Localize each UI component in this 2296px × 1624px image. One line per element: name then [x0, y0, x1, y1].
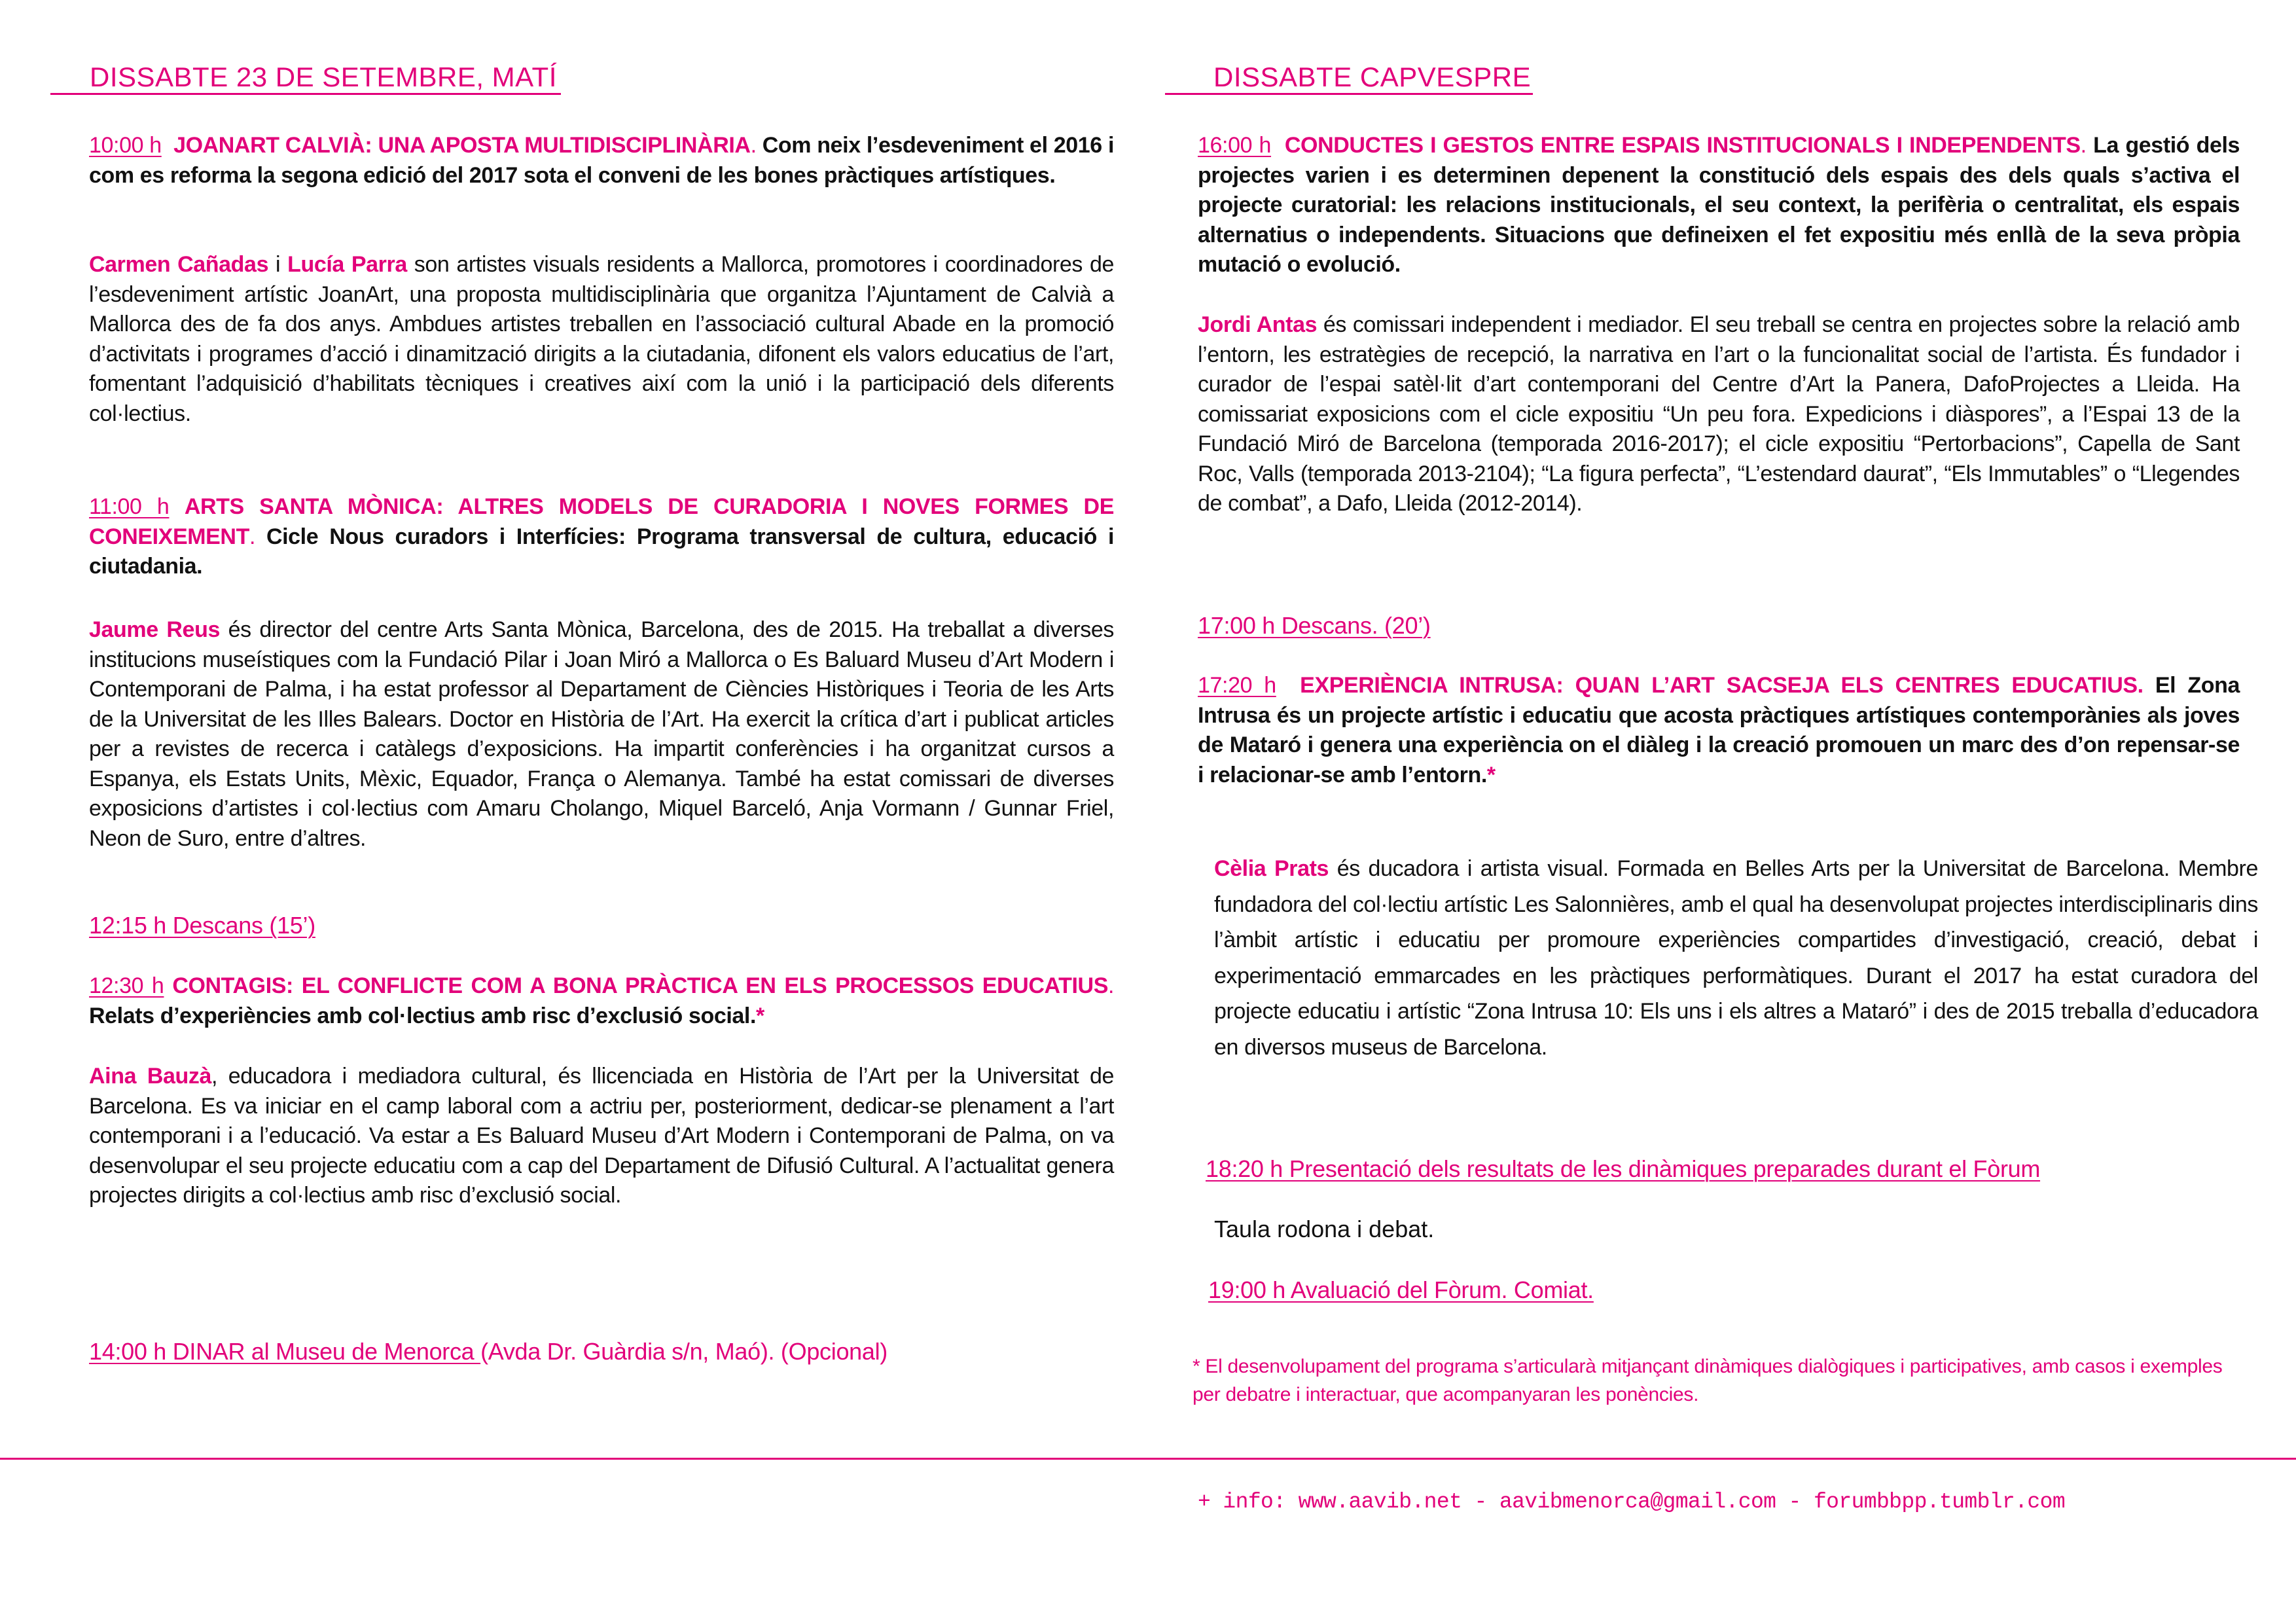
bio-canadas-parra: [89, 250, 1114, 429]
lunch-link[interactable]: 14:00 h DINAR al Museu de Menorca: [89, 1338, 481, 1365]
speaker-name: Jaume Reus: [89, 617, 220, 642]
bio-aina-bauza: [89, 1062, 1114, 1211]
speaker-bio: , educadora i mediadora cultural, és llicenciada en Història de l’Art per la Universitat de Barcelona. Es va iniciar en el camp laboral com a actriu per, posteriorment, dedicar-se plenament a l’art contemporani i a l’educació. Va estar a Es Baluard Museu d’Art Modern i Contemporani de Palma, on va desenvolupar el seu projecte educatiu com a cap del Departament de Difusió Cultural. A l’actualitat genera projectes dirigits a col·lectius amb risc d’exclusió social.: [89, 1064, 1115, 1208]
speaker-name: Cèlia Prats: [1214, 856, 1329, 881]
speaker-name: Jordi Antas: [1198, 312, 1318, 337]
divider-rule: [0, 1458, 2296, 1460]
header-text: DISSABTE CAPVESPRE: [1213, 62, 1532, 92]
session-description: Cicle Nous curadors i Interfícies: Programa transversal de cultura, educació i ciutadania.: [89, 524, 1114, 579]
session-title: JOANART CALVIÀ: UNA APOSTA MULTIDISCIPLINÀRIA: [173, 133, 751, 158]
break-1215: 12:15 h Descans (15’): [89, 912, 315, 939]
lunch-line: [89, 1338, 888, 1365]
round-table: Taula rodona i debat.: [1214, 1216, 1435, 1242]
contact-info[interactable]: + info: www.aavib.net - aavibmenorca@gmail.com - forumbbpp.tumblr.com: [1198, 1490, 2066, 1514]
section-header-morning: [50, 62, 561, 95]
session-time: 11:00 h: [89, 494, 170, 519]
session-conductes: [1198, 131, 2240, 280]
session-description: El Zona Intrusa és un projecte artístic i educatiu que acosta pràctiques artístiques contemporànies als joves de Mataró i genera una experiència on el diàleg i la creació promouen un marc des d’on repensar-se i relacionar-se amb l’entorn.: [1198, 673, 2240, 787]
session-experiencia-intrusa: [1198, 671, 2240, 790]
session-time: 16:00 h: [1198, 133, 1272, 158]
bio-jaume-reus: [89, 615, 1114, 854]
session-contagis: [89, 971, 1114, 1031]
title-separator: .: [1107, 973, 1115, 998]
speaker-name: Aina Bauzà: [89, 1064, 211, 1089]
footnote: * El desenvolupament del programa s’articularà mitjançant dinàmiques dialògiques i participatives, amb casos i exemples per debatre i interactuar, que acompanyaran les ponències.: [1193, 1356, 2223, 1405]
asterisk: *: [756, 1003, 764, 1028]
speaker-bio: és director del centre Arts Santa Mònica, Barcelona, des de 2015. Ha treballat a diverses institucions museístiques com la Fundació Pilar i Joan Miró a Mallorca o Es Baluard Museu d’Art Modern i Contemporani de Palma, i ha estat professor al Departament de Ciències Històriques i Teoria de les Arts de la Universitat de les Illes Balears. Doctor en Història de l’Art. Ha exercit la crítica d’art i publicat articles per a revistes de recerca i catàlegs d’exposicions. Ha impartit conferències i ha organitzat cursos a Espanya, els Estats Units, Mèxic, Equador, França o Alemanya. També ha estat comissari de diverses exposicions d’artistes i col·lectius com Amaru Cholango, Miquel Barceló, Anja Vormann / Gunnar Friel, Neon de Suro, entre d’altres.: [89, 617, 1114, 851]
session-title: CONDUCTES I GESTOS ENTRE ESPAIS INSTITUCIONALS I INDEPENDENTS: [1284, 133, 2081, 158]
bio-jordi-antas: [1198, 310, 2240, 519]
speaker-bio: és ducadora i artista visual. Formada en Belles Arts per la Universitat de Barcelona. Membre fundadora del col·lectiu artístic Les Salonnières, amb el qual ha desenvolupat projectes interdisciplinaris dins l’àmbit artístic i educatiu per promoure experiències compartides d’investigació, creació, debat i experimentació emmarcades en les pràctiques performàtiques. Durant el 2017 ha estat curadora del projecte educatiu i artístic “Zona Intrusa 10: Els uns i els altres a Mataró” i des de 2015 treballa d’educadora en diversos museus de Barcelona.: [1214, 856, 2258, 1060]
session-description: Com neix l’esdeveniment el 2016 i com es reforma la segona edició del 2017 sota el conveni de les bones pràctiques artístiques.: [89, 133, 1115, 188]
asterisk: *: [1486, 762, 1496, 787]
conjunction: i: [268, 252, 288, 277]
session-santa-monica: [89, 492, 1114, 582]
session-time: 10:00 h: [89, 133, 162, 158]
title-separator: .: [750, 133, 757, 158]
session-title: EXPERIÈNCIA INTRUSA: QUAN L’ART SACSEJA ELS CENTRES EDUCATIUS.: [1300, 673, 2144, 698]
title-separator: .: [2080, 133, 2087, 158]
header-text: DISSABTE 23 DE SETEMBRE, MATÍ: [90, 62, 557, 92]
results-presentation: 18:20 h Presentació dels resultats de les dinàmiques preparades durant el Fòrum: [1206, 1155, 2041, 1182]
session-time: 17:20 h: [1198, 673, 1276, 698]
speaker-name: Lucía Parra: [287, 252, 407, 277]
speaker-bio: és comissari independent i mediador. El seu treball se centra en projectes sobre la relació amb l’entorn, les estratègies de recepció, la narrativa en l’art o la funcionalitat social de l’artista. És fundador i curador de l’espai satèl·lit d’art contemporani del Centre d’Art la Panera, DafoProjectes a Lleida. Ha comissariat exposicions com el cicle expositiu “Un peu fora. Expedicions i diàspores”, a l’Espai 13 de la Fundació Miró de Barcelona (temporada 2016-2017); el cicle expositiu “Pertorbacions”, Capella de Sant Roc, Valls (temporada 2013-2104); “La figura perfecta”, “L’estendard daurat”, “Els Immutables” o “Llegendes de combat”, a Dafo, Lleida (2012-2014).: [1198, 312, 2240, 516]
closing-evaluation: 19:00 h Avaluació del Fòrum. Comiat.: [1208, 1276, 1594, 1303]
session-joanart: [89, 131, 1114, 190]
break-1700: 17:00 h Descans. (20’): [1198, 612, 1431, 639]
speaker-bio: son artistes visuals residents a Mallorca, promotores i coordinadores de l’esdeveniment artístic JoanArt, una proposta multidisciplinària que organitza l’Ajuntament de Calvià a Mallorca des de fa dos anys. Ambdues artistes treballen en l’associació cultural Abade en la promoció d’activitats i programes d’acció i dinamització dirigits a la ciutadania, difonent els valors educatius de l’art, fomentant l’adquisició d’habilitats tècniques i creatives així com la unió i la participació dels diferents col·lectius.: [89, 252, 1114, 426]
bio-celia-prats: [1214, 851, 2258, 1065]
section-header-afternoon: [1165, 62, 1533, 95]
session-time: 12:30 h: [89, 973, 164, 998]
lunch-details: (Avda Dr. Guàrdia s/n, Maó). (Opcional): [480, 1338, 888, 1365]
session-title: CONTAGIS: EL CONFLICTE COM A BONA PRÀCTICA EN ELS PROCESSOS EDUCATIUS: [172, 973, 1108, 998]
speaker-name: Carmen Cañadas: [89, 252, 269, 277]
session-description: Relats d’experiències amb col·lectius amb risc d’exclusió social.: [89, 1003, 757, 1028]
session-description: La gestió dels projectes varien i es determinen depenent la constitució dels espais des dels quals s’activa el projecte curatorial: les relacions institucionals, el seu context, la perifèria o centralitat, els espais alternatius o independents. Situacions que defineixen el fet expositiu més enllà de la seva pròpia mutació o evolució.: [1198, 133, 2240, 277]
session-title: ARTS SANTA MÒNICA: ALTRES MODELS DE CURADORIA I NOVES FORMES DE CONEIXEMENT: [89, 494, 1114, 549]
title-separator: .: [249, 524, 256, 549]
